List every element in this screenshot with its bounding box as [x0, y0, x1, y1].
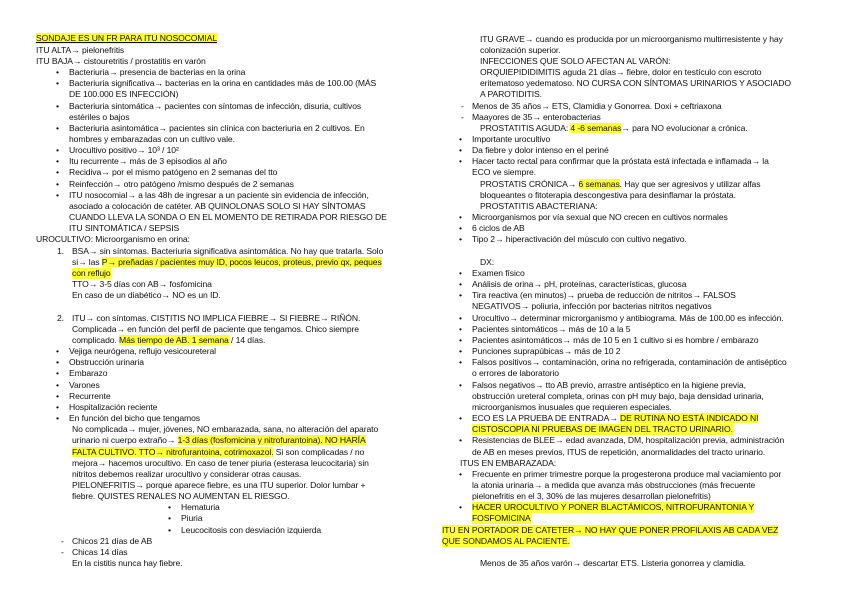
- list-item: • Recidiva→ por el mismo patógeno en 2 semanas del tto: [69, 167, 277, 178]
- item-2: 2. ITU→ con síntomas. CISTITIS NO IMPLICA FIEBRE→ SI FIEBRE→ RIÑÓN.: [72, 313, 360, 324]
- text-line: PROSTATITIS ABACTERIANA:: [480, 201, 598, 211]
- list-item: • Urocultivo positivo→ 10³ / 10²: [69, 145, 179, 156]
- list-item-cont: DE 100.000 ES INFECCIÓN): [69, 89, 179, 99]
- list-item: • Falsos negativos→ tto AB previo, arrastre antiséptico en la higiene previa,: [472, 380, 746, 391]
- list-item: • Bacteriuria sintomática→ pacientes con síntomas de infección, disuria, cultivos: [69, 101, 361, 112]
- urocultivo-heading: UROCULTIVO: Microorganismo en orina:: [36, 234, 190, 244]
- list-item-cont: o errores de laboratorio: [472, 368, 559, 378]
- list-item: • HACER UROCULTIVO Y PONER BLACTÁMICOS, NITROFURANTONIA Y: [472, 502, 754, 513]
- list-item-cont: obstrucción ureteral completa, orinas con pH muy bajo, baja densidad urinaria,: [472, 391, 764, 401]
- list-item-cont: CISTOSCOPIA NI PRUEBAS DE IMAGEN DEL TRACTO URINARIO.: [472, 424, 733, 434]
- list-item: • Pacientes asintomáticos→ más de 10 5 en 1 cultivo si es hombre / embarazo: [472, 335, 758, 346]
- text-line: bloqueantes o fitoterapia descongestiva para desinflamar la próstata.: [480, 190, 736, 200]
- list-item: • Tira reactiva (en minutos)→ prueba de reducción de nitritos→ FALSOS: [472, 290, 736, 301]
- list-item: • Análisis de orina→ pH, proteínas, características, glucosa: [472, 279, 686, 290]
- item-1-line: TTO→ 3-5 días con AB→ fosfomicina: [72, 279, 212, 289]
- para-line: mejora→ hacemos urocultivo. En caso de tener piuria (esterasa leucocitaria) sin: [72, 458, 369, 468]
- list-item: • Bacteriuria significativa→ bacterias en la orina en cantidades más de 100.00 (MÁS: [69, 78, 376, 89]
- cateter-line: ITU EN PORTADOR DE CATETER→ NO HAY QUE PONER PROFILAXIS AB CADA VEZ: [442, 525, 779, 535]
- list-item-cont: ECO ve siempre.: [472, 167, 536, 177]
- item-1-line: En caso de un diabético→ NO es un ID.: [72, 290, 221, 300]
- prostatitis-aguda: PROSTATITIS AGUDA: 4 -6 semanas→ para NO evolucionar a crónica.: [480, 123, 748, 133]
- list-item: • Punciones suprapúbicas→ más de 10 2: [472, 346, 620, 357]
- sub-item: • Piuria: [181, 513, 202, 524]
- list-item-cont: NEGATIVOS→ poliuria, infección por bacterias nitritos negativos: [472, 301, 712, 311]
- list-item: • Recurrente: [69, 391, 111, 402]
- list-item-cont: microorganismos inusuales que requieren especiales.: [472, 402, 672, 412]
- list-item: • Hacer tacto rectal para confirmar que la próstata está infectada e inflamada→ la: [472, 156, 769, 167]
- text-line: A PAROTIDITIS.: [480, 89, 542, 99]
- list-item: • Frecuente en primer trimestre porque la progesterona produce mal vaciamiento por: [472, 469, 781, 480]
- itu-baja: ITU BAJA→ cistouretritis / prostatitis en varón: [36, 56, 206, 66]
- chicas-line: - Chicas 14 días: [72, 547, 127, 558]
- list-item: • Tipo 2→ hiperactivación del músculo con cultivo negativo.: [472, 234, 687, 245]
- list-item-cont: asociado a colocación de catéter. AB QUINOLONAS SOLO SI HAY SÍNTOMAS: [69, 201, 366, 211]
- list-item: • En función del bicho que tengamos: [69, 413, 200, 424]
- list-item: • Resistencias de BLEE→ edad avanzada, DM, hospitalización previa, administración: [472, 435, 784, 446]
- list-item-cont: estériles o bajos: [69, 112, 130, 122]
- list-item-cont: de AB en meses previos, ITUS de repetición, anormalidades del tracto urinario.: [472, 447, 766, 457]
- list-item: - Menos de 35 años→ ETS, Clamidia y Gonorrea. Doxi + ceftriaxona: [472, 101, 722, 112]
- dx-heading: DX:: [480, 257, 495, 267]
- page-title: SONDAJE ES UN FR PARA ITU NOSOCOMIAL: [36, 33, 218, 43]
- text-line: INFECCIONES QUE SOLO AFECTAN AL VARÓN:: [480, 56, 671, 66]
- cateter-line: QUE SONDAMOS AL PACIENTE.: [442, 536, 570, 546]
- list-item: • Bacteriuria asintomática→ pacientes sin clínica con bacteriuria en 2 cultivos. En: [69, 123, 365, 134]
- list-item: - Maayores de 35→ enterobacterias: [472, 112, 601, 123]
- list-item: • Microorganismos por vía sexual que NO crecen en cultivos normales: [472, 212, 728, 223]
- list-item-cont: la atonia urinaria→ a medida que avanza más obstrucciones (más frecuente: [472, 480, 756, 490]
- text-line: colonización superior.: [480, 45, 561, 55]
- para-line: nitritos debemos realizar urocultivo y considerar otras causas.: [72, 469, 302, 479]
- prostatitis-cronica: PROSTATIS CRÓNICA→ 6 semanas. Hay que ser agresivos y utilizar alfas: [480, 179, 761, 189]
- list-item: • Reinfección→ otro patógeno /mismo después de 2 semanas: [69, 179, 294, 190]
- cistitis-note: En la cistitis nunca hay fiebre.: [72, 558, 183, 568]
- list-item-cont: hombres y embarazadas con un cultivo vale.: [69, 134, 235, 144]
- list-item: • Importante urocultivo: [472, 134, 550, 145]
- item-1-line: con reflujo: [72, 268, 111, 278]
- list-item: • Bacteriuria→ presencia de bacterias en la orina: [69, 67, 245, 78]
- para-line: PIELONEFRITIS→ porque aparece fiebre, es una ITU superior. Dolor lumbar +: [72, 480, 366, 490]
- chicos-line: - Chicos 21 días de AB: [72, 536, 152, 547]
- para-line: No complicada→ mujer, jóvenes, NO embarazada, sana, no alteración del aparato: [72, 424, 379, 434]
- text-line: eritematoso yedematoso. NO CURSA CON SÍNTOMAS URINARIOS Y ASOCIADO: [480, 78, 791, 88]
- list-item-cont: CUANDO LLEVA LA SONDA O EN EL MOMENTO DE RETIRADA POR RIESGO DE: [69, 212, 387, 222]
- list-item: • 6 ciclos de AB: [472, 223, 525, 234]
- list-item: • Varones: [69, 380, 100, 391]
- list-item: • Urocultivo→ determinar microrganismo y antibiograma. Más de 100.00 es infección.: [472, 313, 784, 324]
- list-item: • Obstrucción urinaria: [69, 357, 144, 368]
- list-item: • Falsos positivos→ contaminación, orina no refrigerada, contaminación de antiséptico: [472, 357, 787, 368]
- sub-item: • Hematuria: [181, 502, 220, 513]
- itu-alta: ITU ALTA→ pielonefritis: [36, 45, 125, 55]
- list-item: • Hospitalización reciente: [69, 402, 157, 413]
- list-item-cont: FOSFOMICINA: [472, 513, 531, 523]
- item-2-line: Complicada→ en función del perfil de paciente que tengamos. Chico siempre: [72, 324, 359, 334]
- list-item-cont: ITU SINTOMÁTICA / SEPSIS: [69, 223, 180, 233]
- list-item: • ECO ES LA PRUEBA DE ENTRADA→ DE RUTINA NO ESTÁ INDICADO NI: [472, 413, 758, 424]
- item-1: 1. BSA→ sin síntomas. Bacteriuria significativa asintomática. No hay que tratarla. Solo: [72, 246, 383, 257]
- list-item: • Vejiga neurógena, reflujo vesicoureteral: [69, 346, 216, 357]
- list-item: • Examen físico: [472, 268, 525, 279]
- para-line: FALTA CULTIVO. TTO→ nitrofurantoina, cotrimoxazol. Si son complicadas / no: [72, 447, 365, 457]
- list-item: • ITU nosocomial→ a las 48h de ingresar a un paciente sin evidencia de infección,: [69, 190, 369, 201]
- final-note: Menos de 35 años varón→ descartar ETS. Listeria gonorrea y clamidia.: [480, 558, 746, 568]
- list-item: • Embarazo: [69, 368, 107, 379]
- item-2-line: complicado. Más tiempo de AB. 1 semana / 14 días.: [72, 335, 266, 345]
- list-item: • Da fiebre y dolor intenso en el periné: [472, 145, 609, 156]
- embarazada-heading: ITUS EN EMBARAZADA:: [460, 458, 556, 468]
- text-line: ITU GRAVE→ cuando es producida por un microorganismo multirresistente y hay: [480, 34, 783, 44]
- list-item: • Pacientes sintomáticos→ más de 10 a la 5: [472, 324, 630, 335]
- list-item: • Itu recurrente→ más de 3 episodios al año: [69, 156, 227, 167]
- para-line: fiebre. QUISTES RENALES NO AUMENTAN EL RIESGO.: [72, 491, 290, 501]
- sub-item: • Leucocitosis con desviación izquierda: [181, 525, 321, 536]
- item-1-line: si→ las P→ preñadas / pacientes muy ID, pocos leucos, proteus, previo qx, peques: [72, 257, 382, 267]
- text-line: ORQUIEPIDIDIMITIS aguda 21 días→ fiebre, dolor en testículo con escroto: [480, 67, 762, 77]
- list-item-cont: pielonefritis en el 3, 30% de las mujeres desarrollan pielonefritis): [472, 491, 711, 501]
- para-line: urinario ni cuerpo extraño→ 1-3 días (fosfomicina y nitrofurantoina). NO HARÍA: [72, 435, 366, 445]
